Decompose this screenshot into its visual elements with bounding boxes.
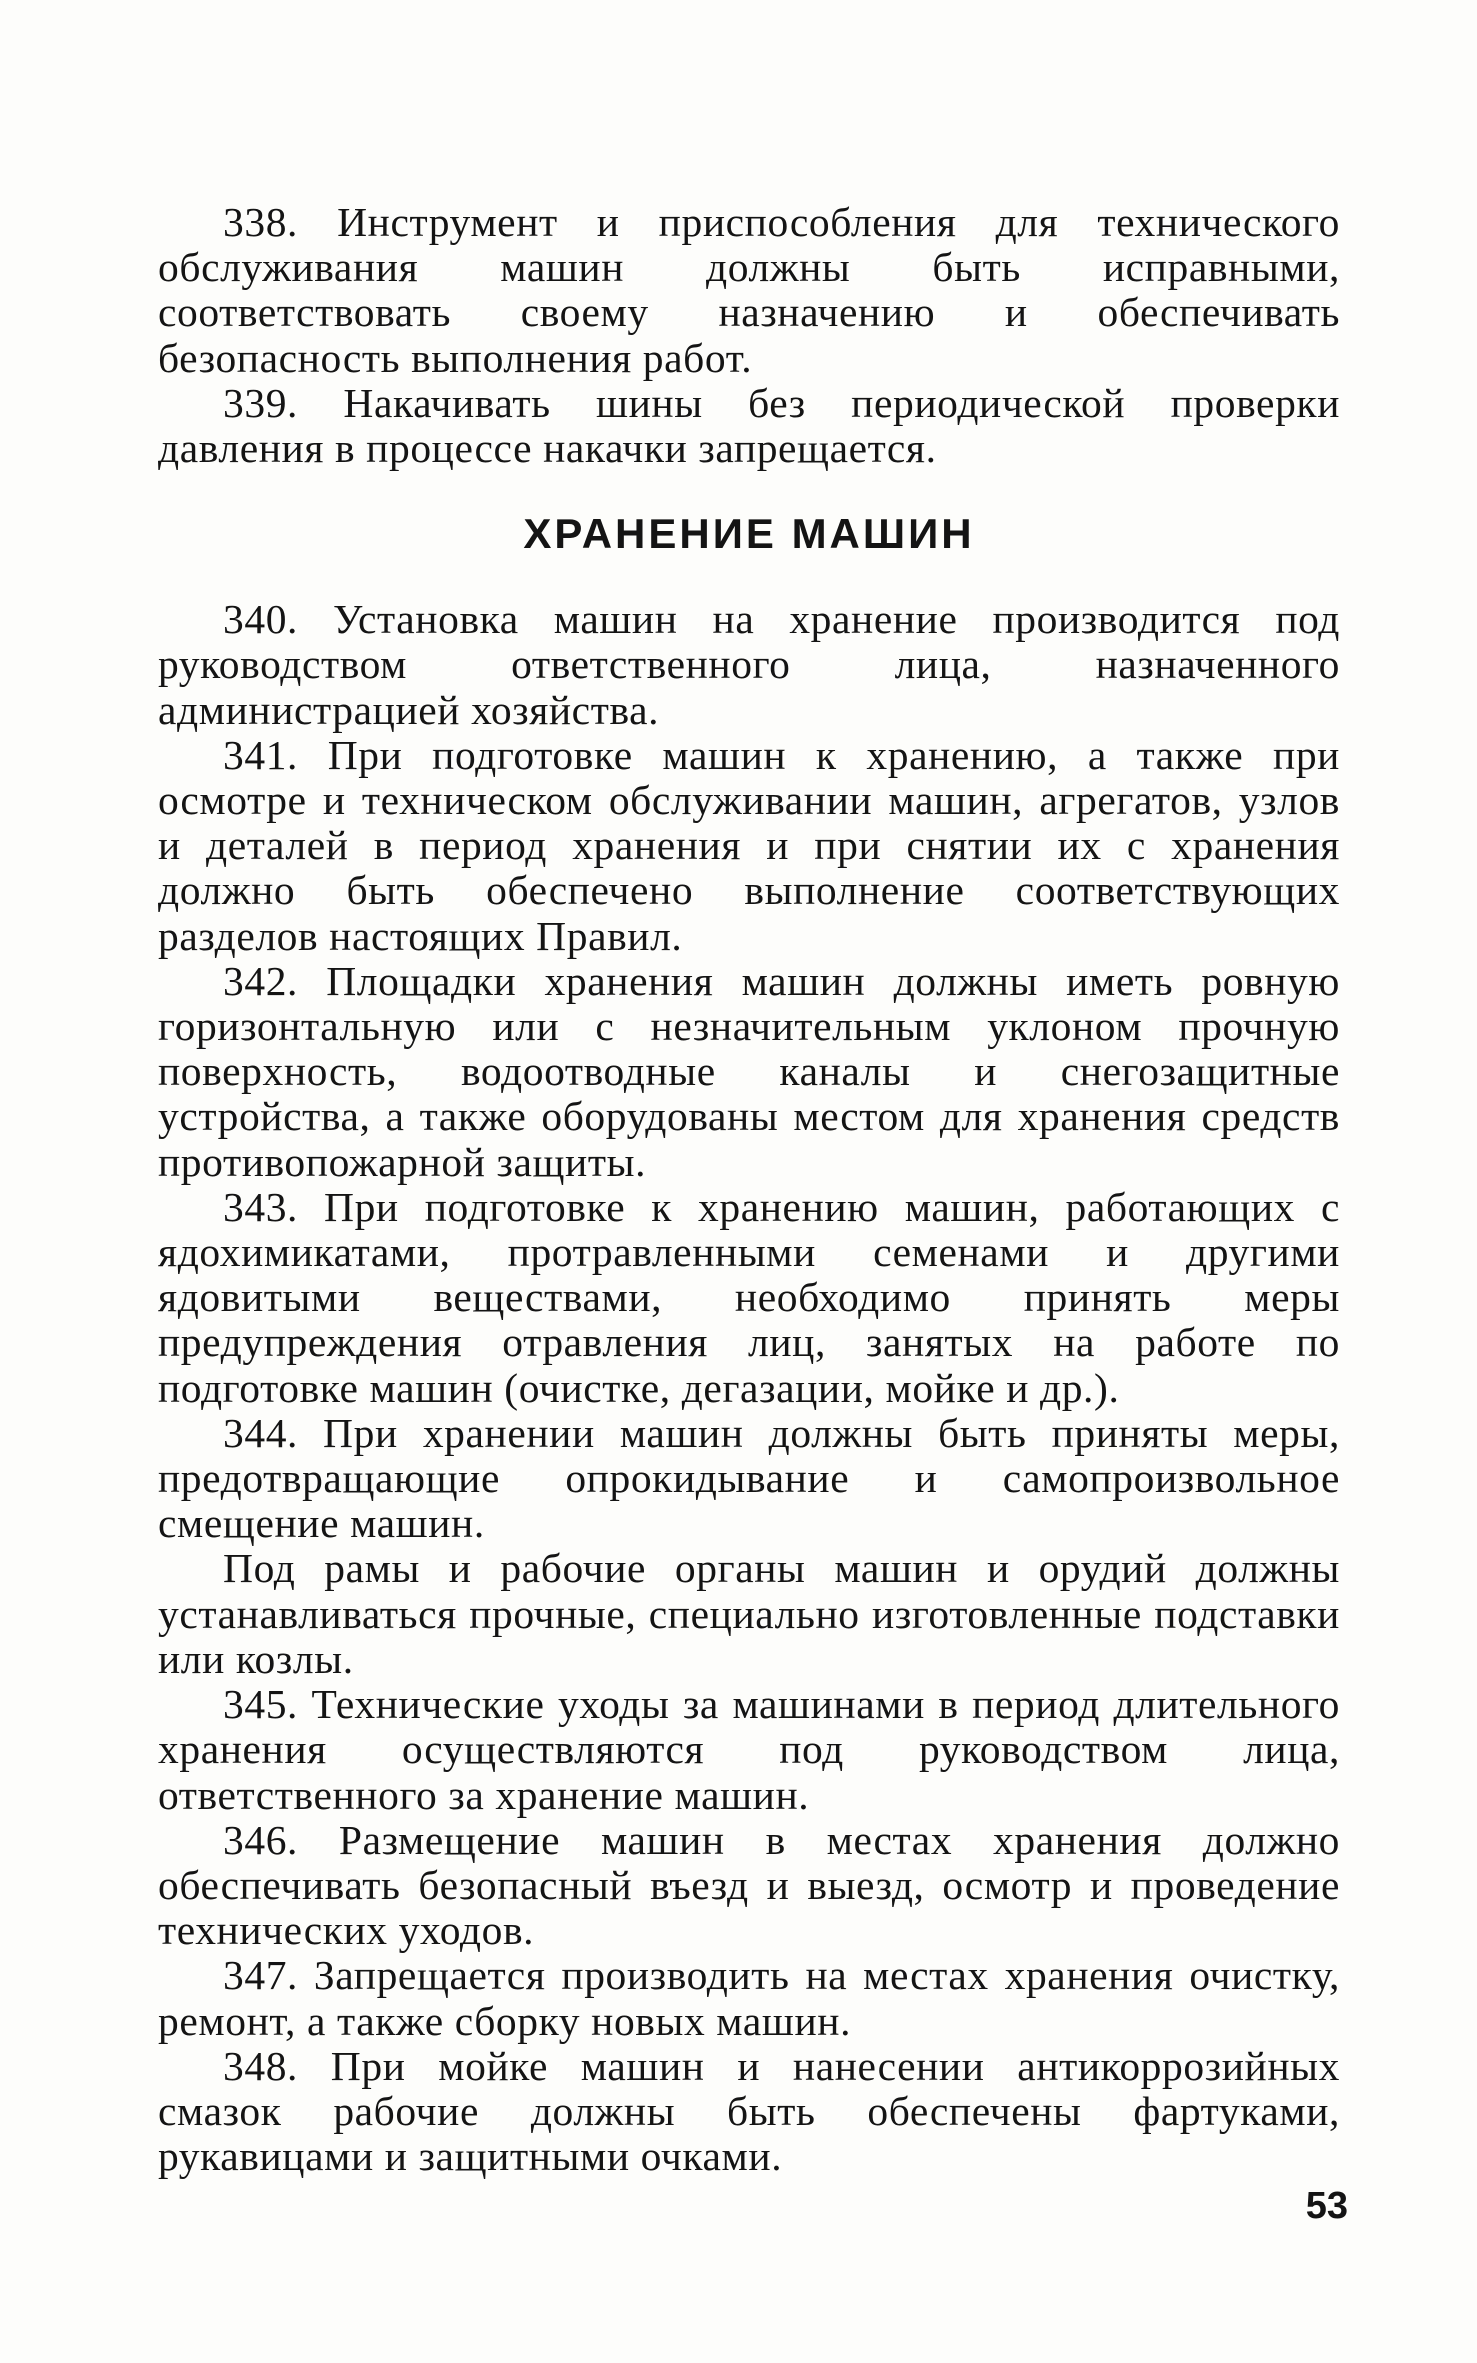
paragraph-341: 341. При подготовке машин к хранению, а также при осмотре и техническом обслуживании машин, агрегатов, узлов и деталей в период хранения и при снятии их с хранения должно быть обеспечено выполнение соответствующих разделов настоящих Правил. (158, 731, 1340, 959)
document-body (158, 200, 1340, 2179)
section-heading: ХРАНЕНИЕ МАШИН (523, 510, 975, 558)
paragraph-342: 342. Площадки хранения машин должны иметь ровную горизонтальную или с незначительным уклоном прочную поверхность, водоотводные каналы и снегозащитные устройства, а также оборудованы местом для хранения средств противопожарной защиты. (158, 957, 1340, 1185)
paragraph-347: 347. Запрещается производить на местах хранения очистку, ремонт, а также сборку новых машин. (158, 1952, 1340, 2044)
paragraph-343: 343. При подготовке к хранению машин, работающих с ядохимикатами, протравленными семенами и другими ядовитыми веществами, необходимо принять меры предупреждения отравления лиц, занятых на работе по подготовке машин (очистке, дегазации, мойке и др.). (158, 1183, 1340, 1411)
paragraph-344-continued: Под рамы и рабочие органы машин и орудий должны устанавливаться прочные, специально изготовленные подставки или козлы. (158, 1545, 1340, 1682)
paragraph-338: 338. Инструмент и приспособления для технического обслуживания машин должны быть исправными, соответствовать своему назначению и обеспечивать безопасность выполнения работ. (158, 199, 1340, 381)
paragraph-346: 346. Размещение машин в местах хранения должно обеспечивать безопасный въезд и выезд, осмотр и проведение технических уходов. (158, 1816, 1340, 1954)
paragraph-344: 344. При хранении машин должны быть приняты меры, предотвращающие опрокидывание и самопроизвольное смещение машин. (158, 1409, 1340, 1547)
paragraph-345: 345. Технические уходы за машинами в период длительного хранения осуществляются под руководством лица, ответственного за хранение машин. (158, 1681, 1340, 1818)
paragraph-348: 348. При мойке машин и нанесении антикоррозийных смазок рабочие должны быть обеспечены фартуками, рукавицами и защитными очками. (158, 2042, 1340, 2180)
paragraph-339: 339. Накачивать шины без периодической проверки давления в процессе накачки запрещается. (158, 379, 1340, 472)
paragraph-340: 340. Установка машин на хранение производится под руководством ответственного лица, назначенного администрацией хозяйства. (158, 596, 1340, 733)
page-number: 53 (1305, 2185, 1348, 2227)
